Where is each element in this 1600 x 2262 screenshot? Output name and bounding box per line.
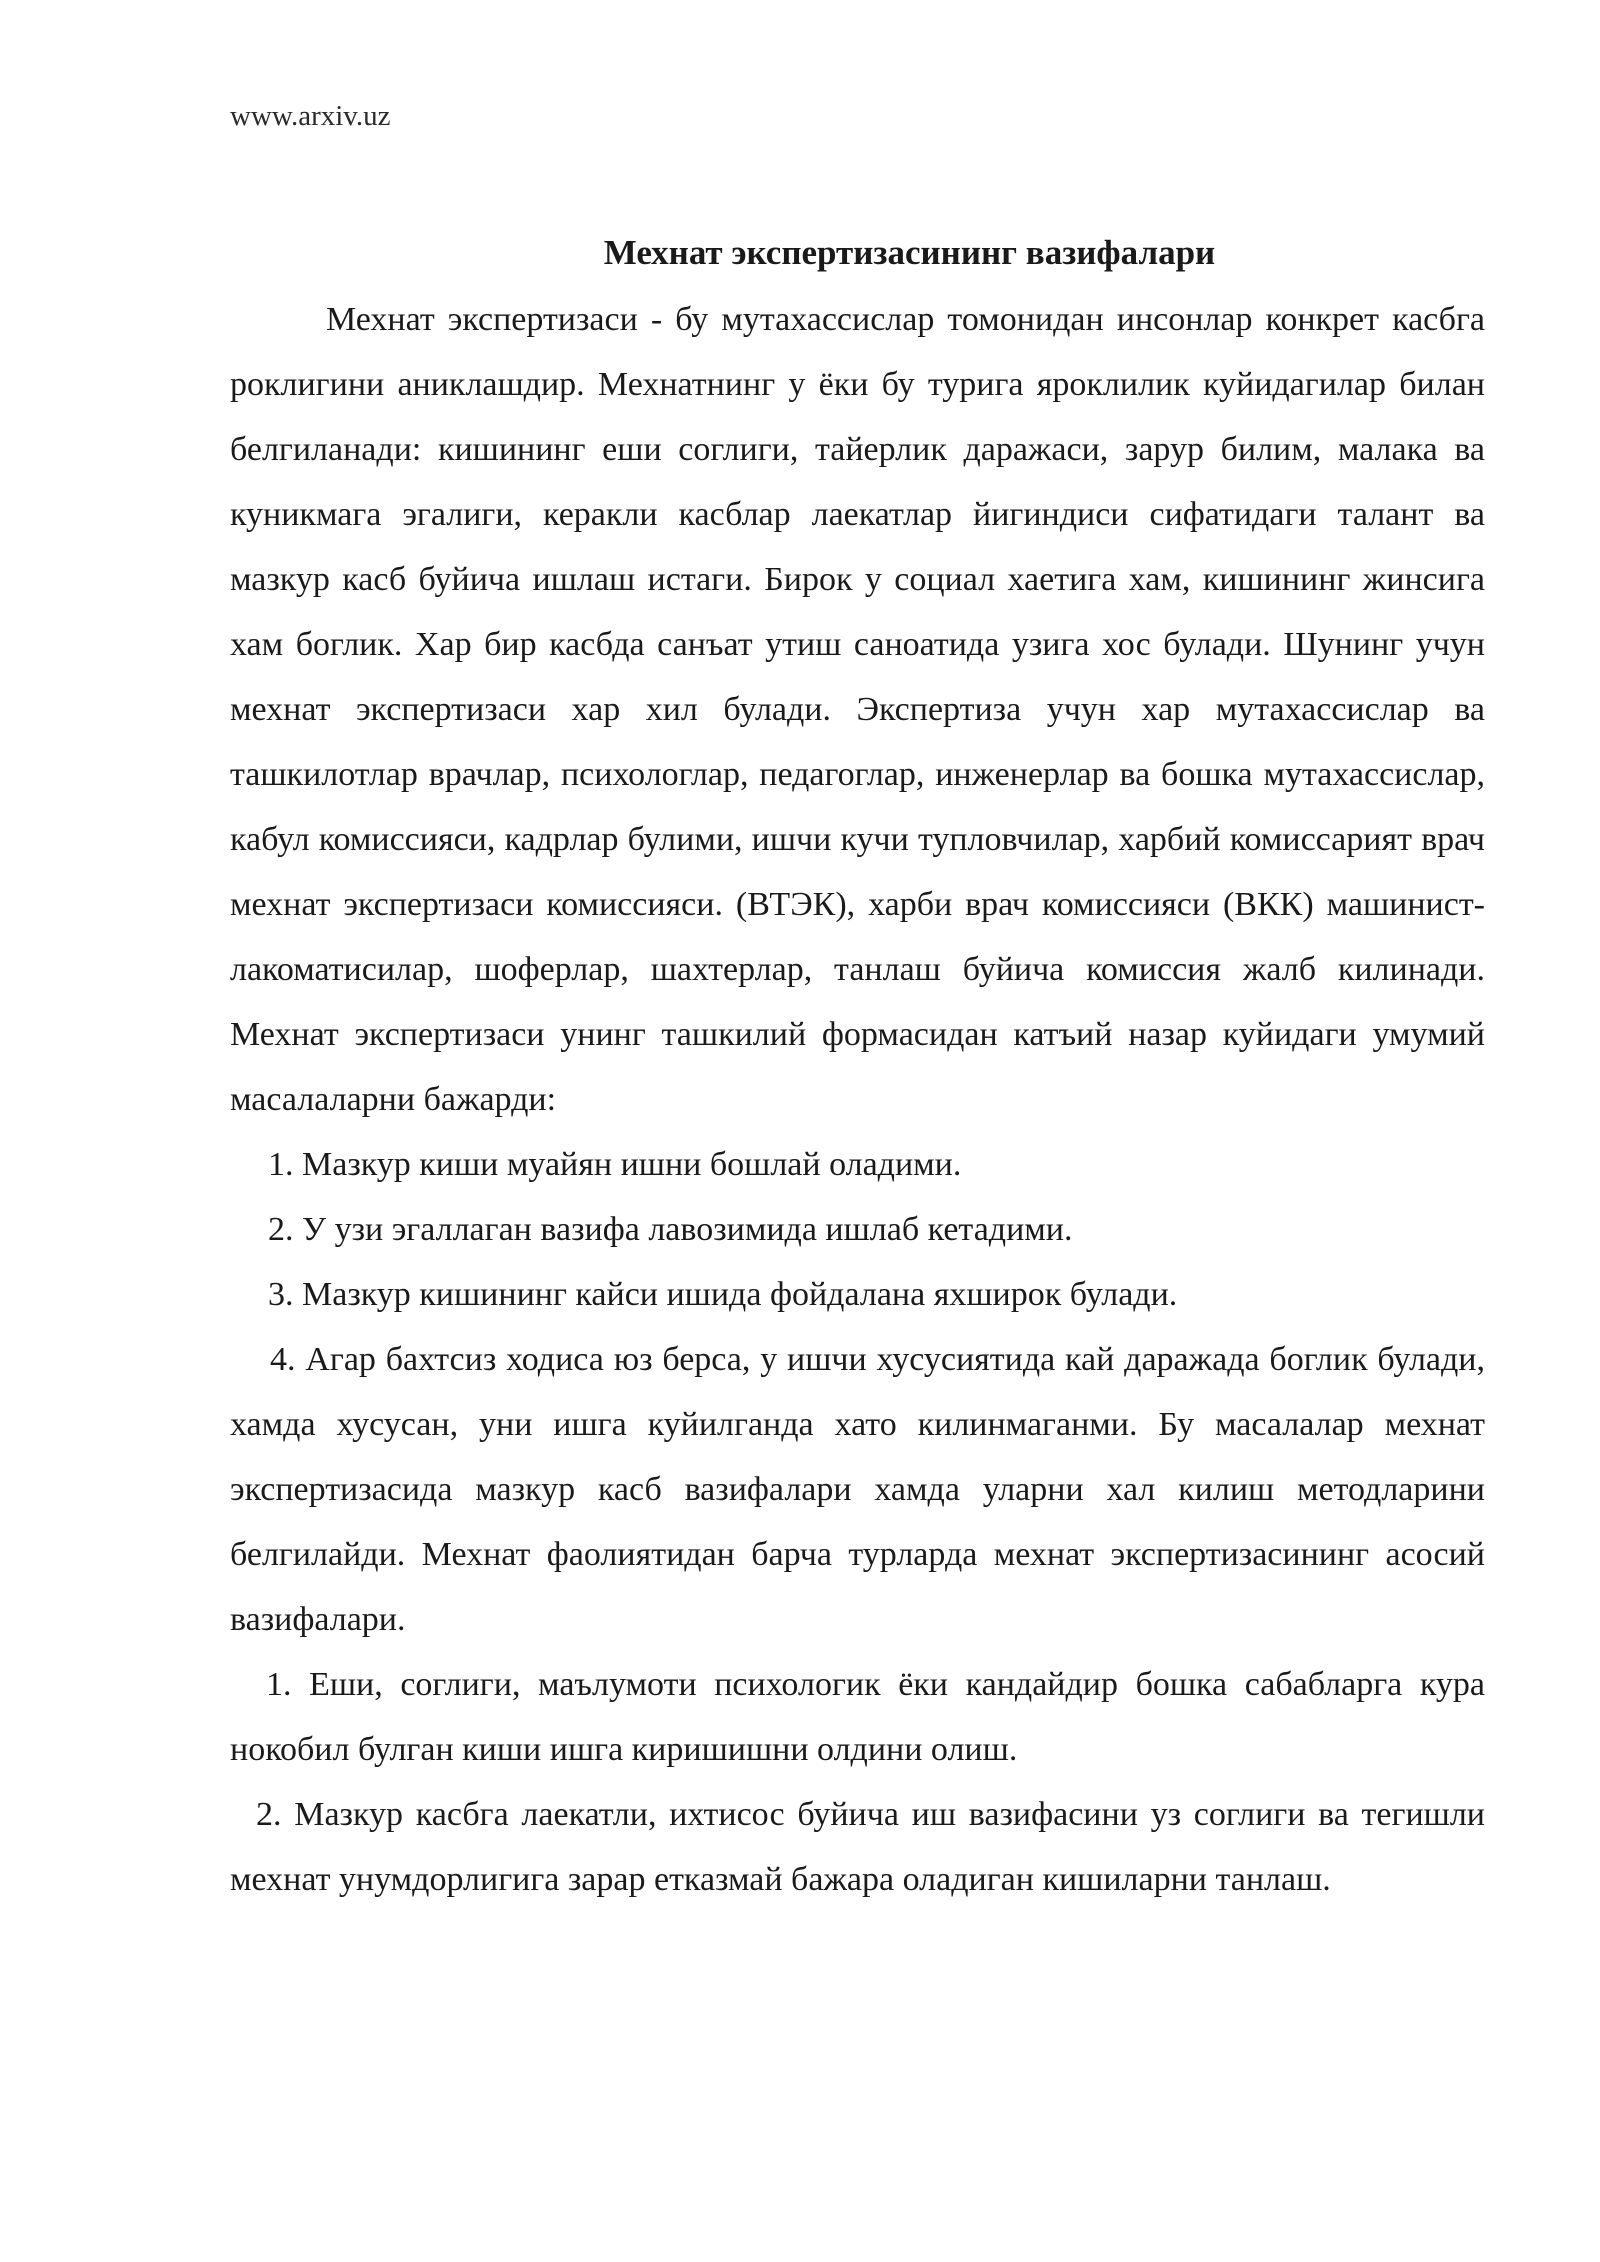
question-item: 3. Мазкур кишининг кайси ишида фойдалана яхширок булади. (268, 1276, 1178, 1313)
intro-paragraph: Мехнат экспертизаси - бу мутахассислар томонидан инсонлар конкрет касбга роклигини аниклашдир. Мехнатнинг у ёки бу турига яроклилик куйидагилар билан белгиланади: кишининг еши соглиги, тайерлик даражаси, зарур билим, малака ва куникмага эгалиги, керакли касблар лаекатлар йигиндиси сифатидаги талант ва мазкур касб буйича ишлаш истаги. Бирок у социал хаетига хам, кишининг жинсига хам боглик. Хар бир касбда санъат утиш саноатида узига хос булади. Шунинг учун мехнат экспертизаси хар хил булади. Экспертиза учун хар мутахассислар ва ташкилотлар врачлар, психологлар, педагоглар, инженерлар ва бошка мутахассислар, кабул комиссияси, кадрлар булими, ишчи кучи тупловчилар, харбий комиссарият врач мехнат экспертизаси комиссияси. (ВТЭК), харби врач комиссияси (ВКК) машинист-лакоматисилар, шоферлар, шахтерлар, танлаш буйича комиссия жалб килинади. Мехнат экспертизаси унинг ташкилий формасидан катъий назар куйидаги умумий масалаларни бажарди: (230, 301, 1485, 1118)
question-item: 4. Агар бахтсиз ходиса юз берса, у ишчи хусусиятида кай даражада боглик булади, хамда хусусан, уни ишга куйилганда хато килинмаганми. Бу масалалар мехнат экспертизасида мазкур касб вазифалари хамда уларни хал килиш методларини белгилайди. Мехнат фаолиятидан барча турларда мехнат экспертизасининг асосий вазифалари. (230, 1341, 1485, 1638)
task-item: 1. Еши, соглиги, маълумоти психологик ёки кандайдир бошка сабабларга кура нокобил булган киши ишга киришишни олдини олиш. (230, 1666, 1485, 1768)
site-url: www.arxiv.uz (230, 100, 391, 132)
task-item: 2. Мазкур касбга лаекатли, ихтисос буйича иш вазифасини уз соглиги ва тегишли мехнат унумдорлигига зарар етказмай бажара оладиган кишиларни танлаш. (230, 1796, 1485, 1898)
document-title: Мехнат экспертизасининг вазифалари (603, 233, 1216, 272)
question-item: 1. Мазкур киши муайян ишни бошлай оладими. (268, 1146, 962, 1183)
document-body (230, 287, 1485, 1912)
question-item: 2. У узи эгаллаган вазифа лавозимида ишлаб кетадими. (268, 1211, 1073, 1248)
